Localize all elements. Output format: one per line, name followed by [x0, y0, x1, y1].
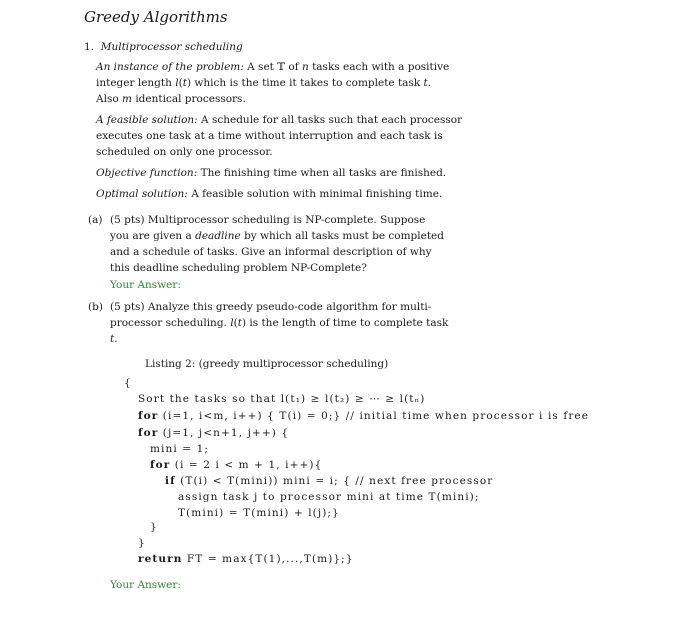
code-line-update: T(mini) = T(mini) + l(j);} — [178, 507, 340, 519]
part-a-answer-label: Your Answer: — [110, 279, 181, 291]
code-line-outer-loop: for (j=1, j<n+1, j++) { — [138, 427, 290, 439]
code-line-close-outer: } — [138, 537, 146, 549]
code-line-mini: mini = 1; — [150, 443, 210, 455]
part-b-tag: (b) — [88, 301, 103, 313]
code-line-return: return FT = max{T(1),...,T(m)};} — [138, 553, 354, 565]
page-title: Greedy Algorithms — [84, 8, 228, 26]
code-keyword: if — [165, 475, 176, 487]
objective-line: Objective function: The finishing time when all tasks are finished. — [96, 167, 447, 179]
code-line-init-loop: for (i=1, i<m, i++) { T(i) = 0;} // initial time when processor i is free — [138, 410, 590, 422]
part-b-line-3: t. — [110, 333, 118, 345]
instance-line-2: integer length l(t) which is the time it takes to complete task t. — [96, 77, 432, 89]
section-heading — [84, 40, 243, 55]
instance-line-3: Also m identical processors. — [96, 93, 246, 105]
code-keyword: for — [138, 427, 159, 439]
feasible-line-3: scheduled on only one processor. — [96, 146, 273, 158]
instance-line-1: An instance of the problem: A set 𝕋 of n tasks each with a positive — [96, 61, 450, 73]
part-b-line-2: processor scheduling. l(t) is the length of time to complete task — [110, 317, 449, 329]
code-line-assign: assign task j to processor mini at time T(mini); — [178, 491, 480, 503]
part-b-line-1: (5 pts) Analyze this greedy pseudo-code algorithm for multi- — [110, 301, 432, 313]
code-line-open-brace: { — [124, 377, 132, 389]
code-keyword: return — [138, 553, 183, 565]
code-line-if: if (T(i) < T(mini)) mini = i; { // next free processor — [165, 475, 494, 487]
code-line-inner-loop: for (i = 2 i < m + 1, i++){ — [150, 459, 323, 471]
listing-caption: Listing 2: (greedy multiprocessor scheduling) — [145, 358, 389, 370]
code-keyword: for — [150, 459, 171, 471]
optimal-line: Optimal solution: A feasible solution with minimal finishing time. — [96, 188, 443, 200]
part-a-tag: (a) — [88, 214, 103, 226]
part-b-answer-label: Your Answer: — [110, 579, 181, 591]
feasible-line-2: executes one task at a time without interruption and each task is — [96, 130, 443, 142]
part-a-line-2: you are given a deadline by which all tasks must be completed — [110, 230, 444, 242]
part-a-line-4: this deadline scheduling problem NP-Complete? — [110, 262, 367, 274]
feasible-line-1: A feasible solution: A schedule for all tasks such that each processor — [96, 114, 463, 126]
section-number: 1. — [84, 41, 95, 53]
part-a-line-3: and a schedule of tasks. Give an informal description of why — [110, 246, 432, 258]
section-name: Multiprocessor scheduling — [100, 41, 243, 53]
part-a-line-1: (5 pts) Multiprocessor scheduling is NP-complete. Suppose — [110, 214, 426, 226]
code-line-sort: Sort the tasks so that l(t₁) ≥ l(t₂) ≥ ⋯ ≥ l(tₙ) — [138, 393, 426, 405]
code-line-close-inner: } — [150, 521, 158, 533]
code-keyword: for — [138, 410, 159, 422]
